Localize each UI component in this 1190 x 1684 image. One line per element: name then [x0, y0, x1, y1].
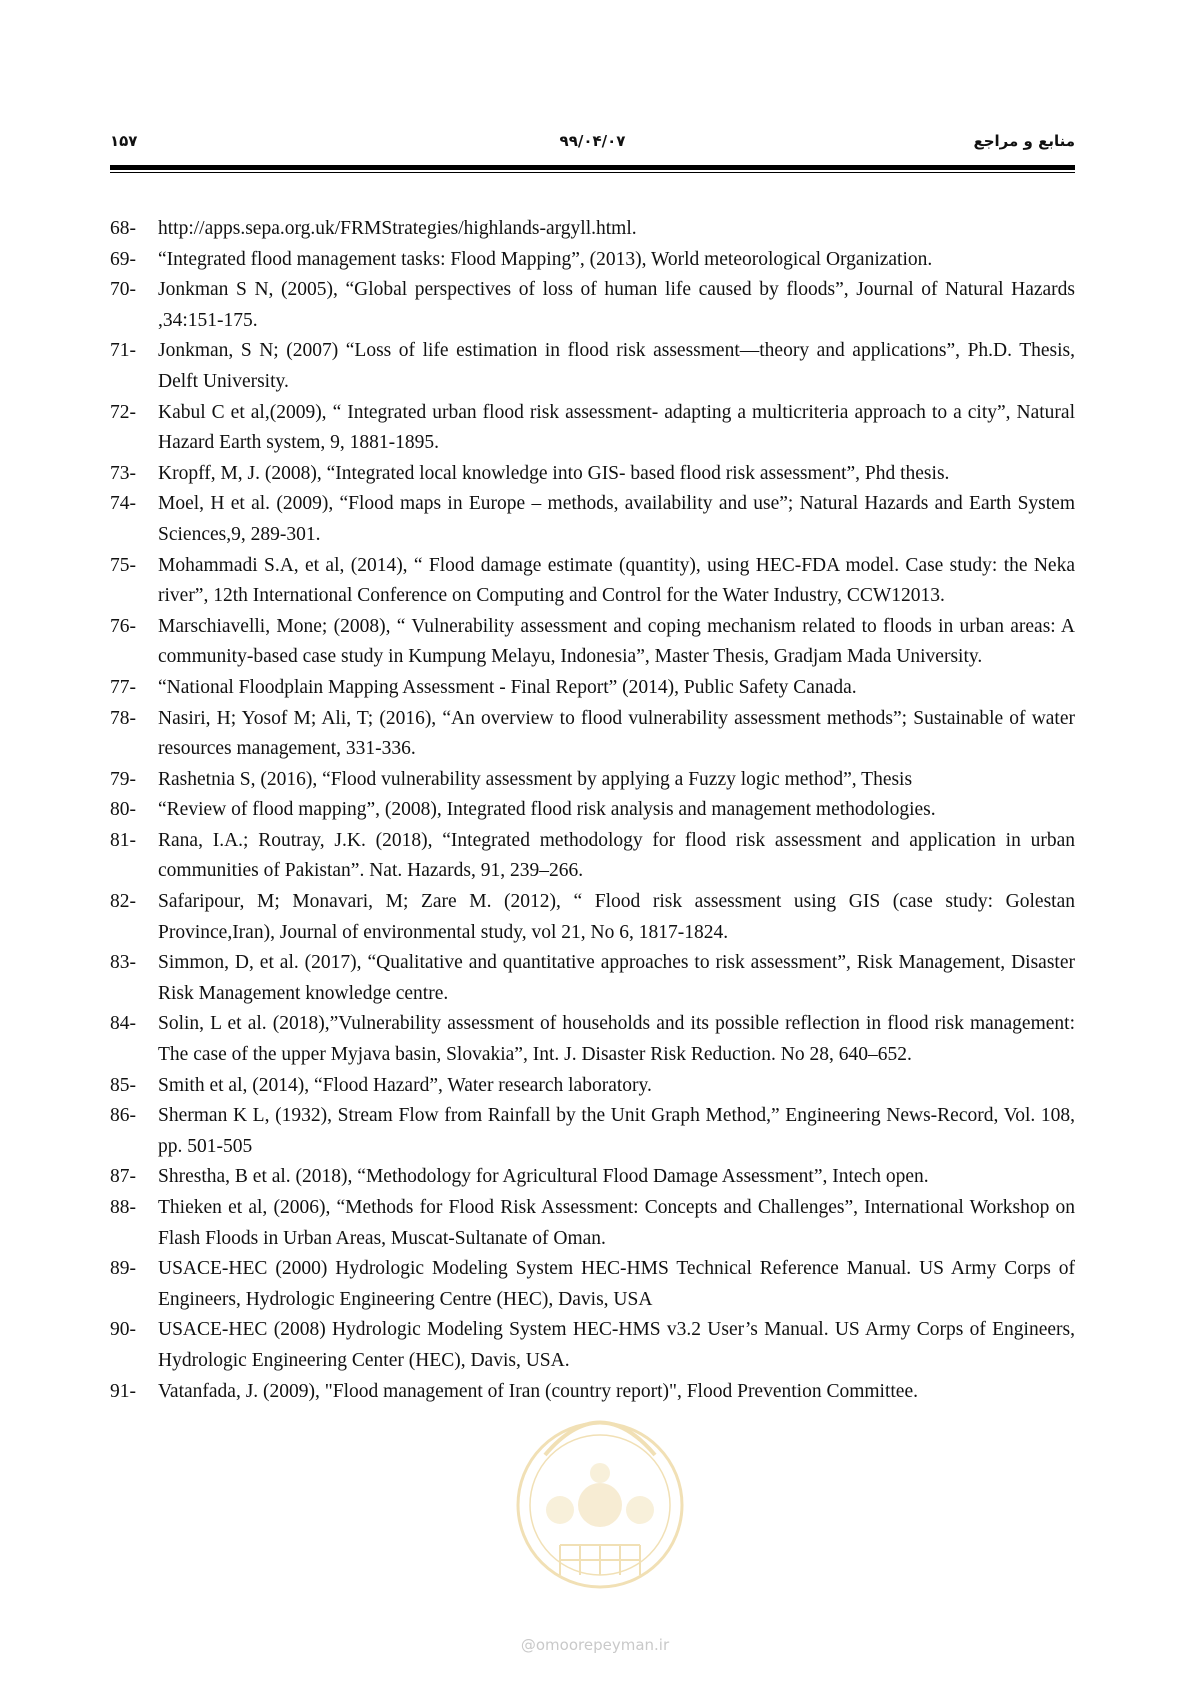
reference-item: [110, 214, 1075, 245]
reference-number: 82-: [110, 891, 136, 913]
reference-item: [110, 551, 1075, 612]
reference-item: [110, 336, 1075, 397]
reference-text: Rana, I.A.; Routray, J.K. (2018), “Integrated methodology for flood risk assessment and application in urban communities of Pakistan”. Nat. Hazards, 91, 239–266.: [158, 829, 1075, 882]
reference-item: [110, 765, 1075, 796]
reference-number: 83-: [110, 952, 136, 974]
reference-text: USACE-HEC (2000) Hydrologic Modeling System HEC-HMS Technical Reference Manual. US Army Corps of Engineers, Hydrologic Engineering Centre (HEC), Davis, USA: [158, 1258, 1075, 1310]
reference-item: [110, 1377, 1075, 1408]
reference-text: Moel, H et al. (2009), “Flood maps in Europe – methods, availability and use”; Natural Hazards and Earth System Sciences,9, 289-301.: [158, 493, 1075, 545]
reference-number: 73-: [110, 462, 136, 484]
reference-number: 90-: [110, 1319, 136, 1341]
reference-text: Smith et al, (2014), “Flood Hazard”, Water research laboratory.: [158, 1074, 652, 1096]
reference-text: USACE-HEC (2008) Hydrologic Modeling System HEC-HMS v3.2 User’s Manual. US Army Corps of Engineers, Hydrologic Engineering Center (HEC), Davis, USA.: [158, 1319, 1075, 1371]
reference-number: 87-: [110, 1166, 136, 1188]
reference-number: 71-: [110, 340, 136, 362]
reference-item: [110, 704, 1075, 765]
reference-number: 78-: [110, 707, 136, 729]
watermark-seal-icon: [500, 1395, 700, 1605]
reference-number: 85-: [110, 1074, 136, 1096]
reference-text: Jonkman S N, (2005), “Global perspectives of loss of human life caused by floods”, Journal of Natural Hazards ,34:151-175.: [158, 279, 1075, 331]
reference-item: [110, 1101, 1075, 1162]
reference-number: 77-: [110, 676, 136, 698]
reference-item: [110, 948, 1075, 1009]
header-date: ۹۹/۰۴/۰۷: [559, 132, 626, 150]
reference-number: 80-: [110, 799, 136, 821]
reference-text: Safaripour, M; Monavari, M; Zare M. (2012), “ Flood risk assessment using GIS (case study: Golestan Province,Iran), Journal of environmental study, vol 21, No 6, 1817-1824.: [158, 891, 1075, 943]
reference-text: Marschiavelli, Mone; (2008), “ Vulnerability assessment and coping mechanism related to floods in urban areas: A community-based case study in Kumpung Melayu, Indonesia”, Master Thesis, Gradjam Mada University.: [158, 615, 1075, 668]
reference-item: [110, 1071, 1075, 1102]
reference-number: 91-: [110, 1380, 136, 1402]
reference-number: 72-: [110, 401, 136, 423]
reference-number: 75-: [110, 554, 136, 576]
reference-text: Kropff, M, J. (2008), “Integrated local knowledge into GIS- based flood risk assessment”, Phd thesis.: [158, 462, 950, 484]
reference-number: 84-: [110, 1013, 136, 1035]
section-title: منابع و مراجع: [973, 132, 1075, 150]
reference-number: 89-: [110, 1258, 136, 1280]
reference-number: 68-: [110, 218, 136, 239]
page-number: ۱۵۷: [110, 132, 138, 150]
reference-text: “Review of flood mapping”, (2008), Integrated flood risk analysis and management methodologies.: [158, 799, 936, 821]
reference-text: Rashetnia S, (2016), “Flood vulnerability assessment by applying a Fuzzy logic method”, Thesis: [158, 768, 913, 790]
reference-item: [110, 245, 1075, 276]
reference-text: Simmon, D, et al. (2017), “Qualitative and quantitative approaches to risk assessment”, Risk Management, Disaster Risk Management knowledge centre.: [158, 952, 1075, 1004]
reference-item: [110, 489, 1075, 550]
reference-item: [110, 275, 1075, 336]
reference-text: Vatanfada, J. (2009), "Flood management of Iran (country report)", Flood Prevention Committee.: [158, 1380, 918, 1402]
reference-text: “Integrated flood management tasks: Flood Mapping”, (2013), World meteorological Organization.: [158, 248, 933, 270]
reference-item: [110, 673, 1075, 704]
reference-text: “National Floodplain Mapping Assessment - Final Report” (2014), Public Safety Canada.: [158, 676, 857, 698]
reference-item: [110, 398, 1075, 459]
reference-item: [110, 459, 1075, 490]
reference-number: 76-: [110, 615, 136, 637]
reference-text: Solin, L et al. (2018),”Vulnerability assessment of households and its possible reflection in flood risk management: The case of the upper Myjava basin, Slovakia”, Int. J. Disaster Risk Reduction. No 28, 640–652.: [158, 1013, 1075, 1066]
reference-text[interactable]: http://apps.sepa.org.uk/FRMStrategies/highlands-argyll.html.: [158, 218, 637, 239]
reference-number: 74-: [110, 493, 136, 515]
reference-item: [110, 795, 1075, 826]
reference-text: Kabul C et al,(2009), “ Integrated urban flood risk assessment- adapting a multicriteria approach to a city”, Natural Hazard Earth system, 9, 1881-1895.: [158, 401, 1075, 454]
reference-list: [110, 214, 1075, 1407]
reference-number: 88-: [110, 1197, 136, 1218]
reference-item: [110, 1254, 1075, 1315]
reference-text: Nasiri, H; Yosof M; Ali, T; (2016), “An overview to flood vulnerability assessment methods”; Sustainable of water resources management, 331-336.: [158, 707, 1075, 760]
reference-item: [110, 1315, 1075, 1376]
page-header: [110, 128, 1075, 158]
reference-item: [110, 612, 1075, 673]
reference-text: Sherman K L, (1932), Stream Flow from Rainfall by the Unit Graph Method,” Engineering News-Record, Vol. 108, pp. 501-505: [158, 1105, 1075, 1157]
reference-text: Thieken et al, (2006), “Methods for Flood Risk Assessment: Concepts and Challenges”, International Workshop on Flash Floods in Urban Areas, Muscat-Sultanate of Oman.: [158, 1197, 1075, 1249]
reference-item: [110, 1162, 1075, 1193]
reference-text: Mohammadi S.A, et al, (2014), “ Flood damage estimate (quantity), using HEC-FDA model. Case study: the Neka river”, 12th International Conference on Computing and Control for the Water Industry, CCW12013.: [158, 554, 1075, 607]
reference-item: [110, 1193, 1075, 1254]
reference-item: [110, 826, 1075, 887]
watermark-url: @omoorepeyman.ir: [520, 1636, 670, 1654]
reference-item: [110, 1009, 1075, 1070]
reference-text: Shrestha, B et al. (2018), “Methodology for Agricultural Flood Damage Assessment”, Intech open.: [158, 1166, 929, 1188]
header-rule-thick: [110, 165, 1075, 170]
reference-number: 69-: [110, 248, 136, 270]
reference-number: 81-: [110, 829, 136, 851]
reference-number: 79-: [110, 768, 136, 790]
reference-text: Jonkman, S N; (2007) “Loss of life estimation in flood risk assessment—theory and applications”, Ph.D. Thesis, Delft University.: [158, 340, 1075, 392]
reference-number: 70-: [110, 279, 136, 301]
reference-number: 86-: [110, 1105, 136, 1127]
reference-item: [110, 887, 1075, 948]
header-rule-thin: [110, 172, 1075, 173]
